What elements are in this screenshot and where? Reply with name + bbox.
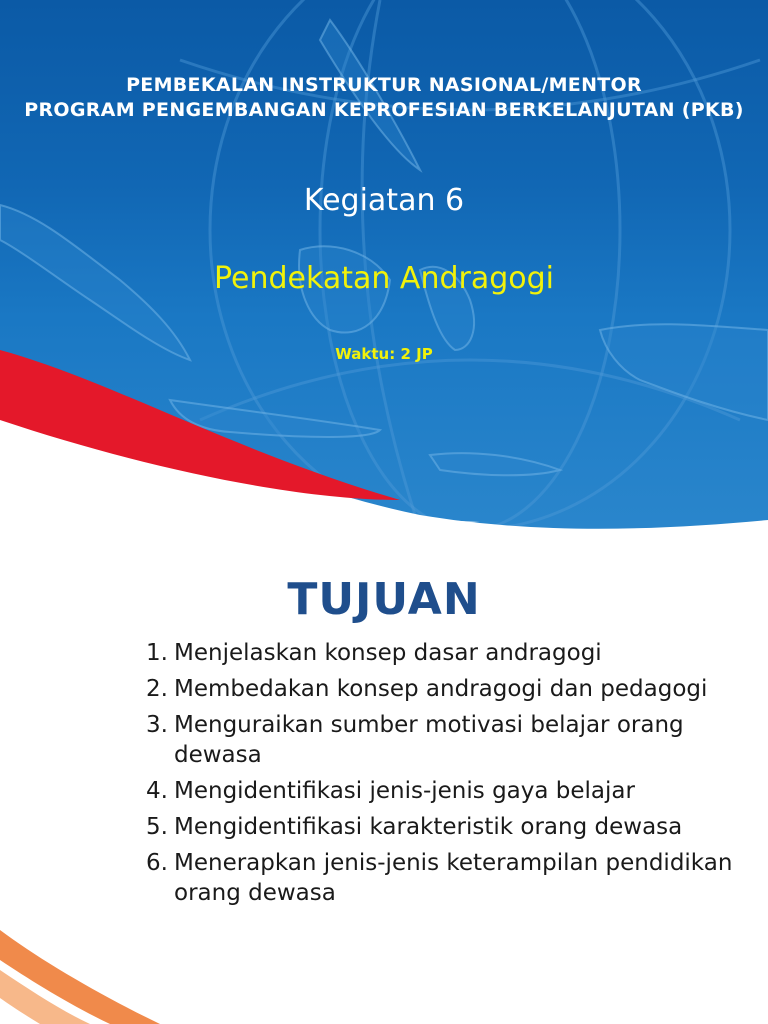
objective-item xyxy=(146,812,746,842)
objectives-list xyxy=(146,638,746,914)
objective-text: Mengidentifikasi karakteristik orang dewasa xyxy=(174,814,683,840)
objective-text: Menguraikan sumber motivasi belajar orang dewasa xyxy=(174,712,684,768)
objective-number: 4. xyxy=(146,778,168,804)
objective-number: 3. xyxy=(146,712,168,738)
program-header-line2: PROGRAM PENGEMBANGAN KEPROFESIAN BERKELANJUTAN (PKB) xyxy=(24,99,744,121)
objective-text: Menjelaskan konsep dasar andragogi xyxy=(174,640,602,666)
objective-item xyxy=(146,674,746,704)
objective-item xyxy=(146,776,746,806)
objective-item xyxy=(146,710,746,770)
program-header-line1: PEMBEKALAN INSTRUKTUR NASIONAL/MENTOR xyxy=(126,74,642,96)
objective-number: 5. xyxy=(146,814,168,840)
topic-title: Pendekatan Andragogi xyxy=(214,261,554,296)
objective-number: 6. xyxy=(146,850,168,876)
time-allocation: Waktu: 2 JP xyxy=(335,345,433,363)
objective-item xyxy=(146,848,746,908)
objective-text: Membedakan konsep andragogi dan pedagogi xyxy=(174,676,708,702)
objective-item xyxy=(146,638,746,668)
activity-title: Kegiatan 6 xyxy=(303,183,465,218)
objective-text: Mengidentifikasi jenis-jenis gaya belajar xyxy=(174,778,635,804)
objectives-slide xyxy=(0,530,768,1024)
objectives-title: TUJUAN xyxy=(287,574,481,625)
objective-number: 2. xyxy=(146,676,168,702)
objective-text: Menerapkan jenis-jenis keterampilan pendidikan orang dewasa xyxy=(174,850,733,906)
objective-number: 1. xyxy=(146,640,168,666)
